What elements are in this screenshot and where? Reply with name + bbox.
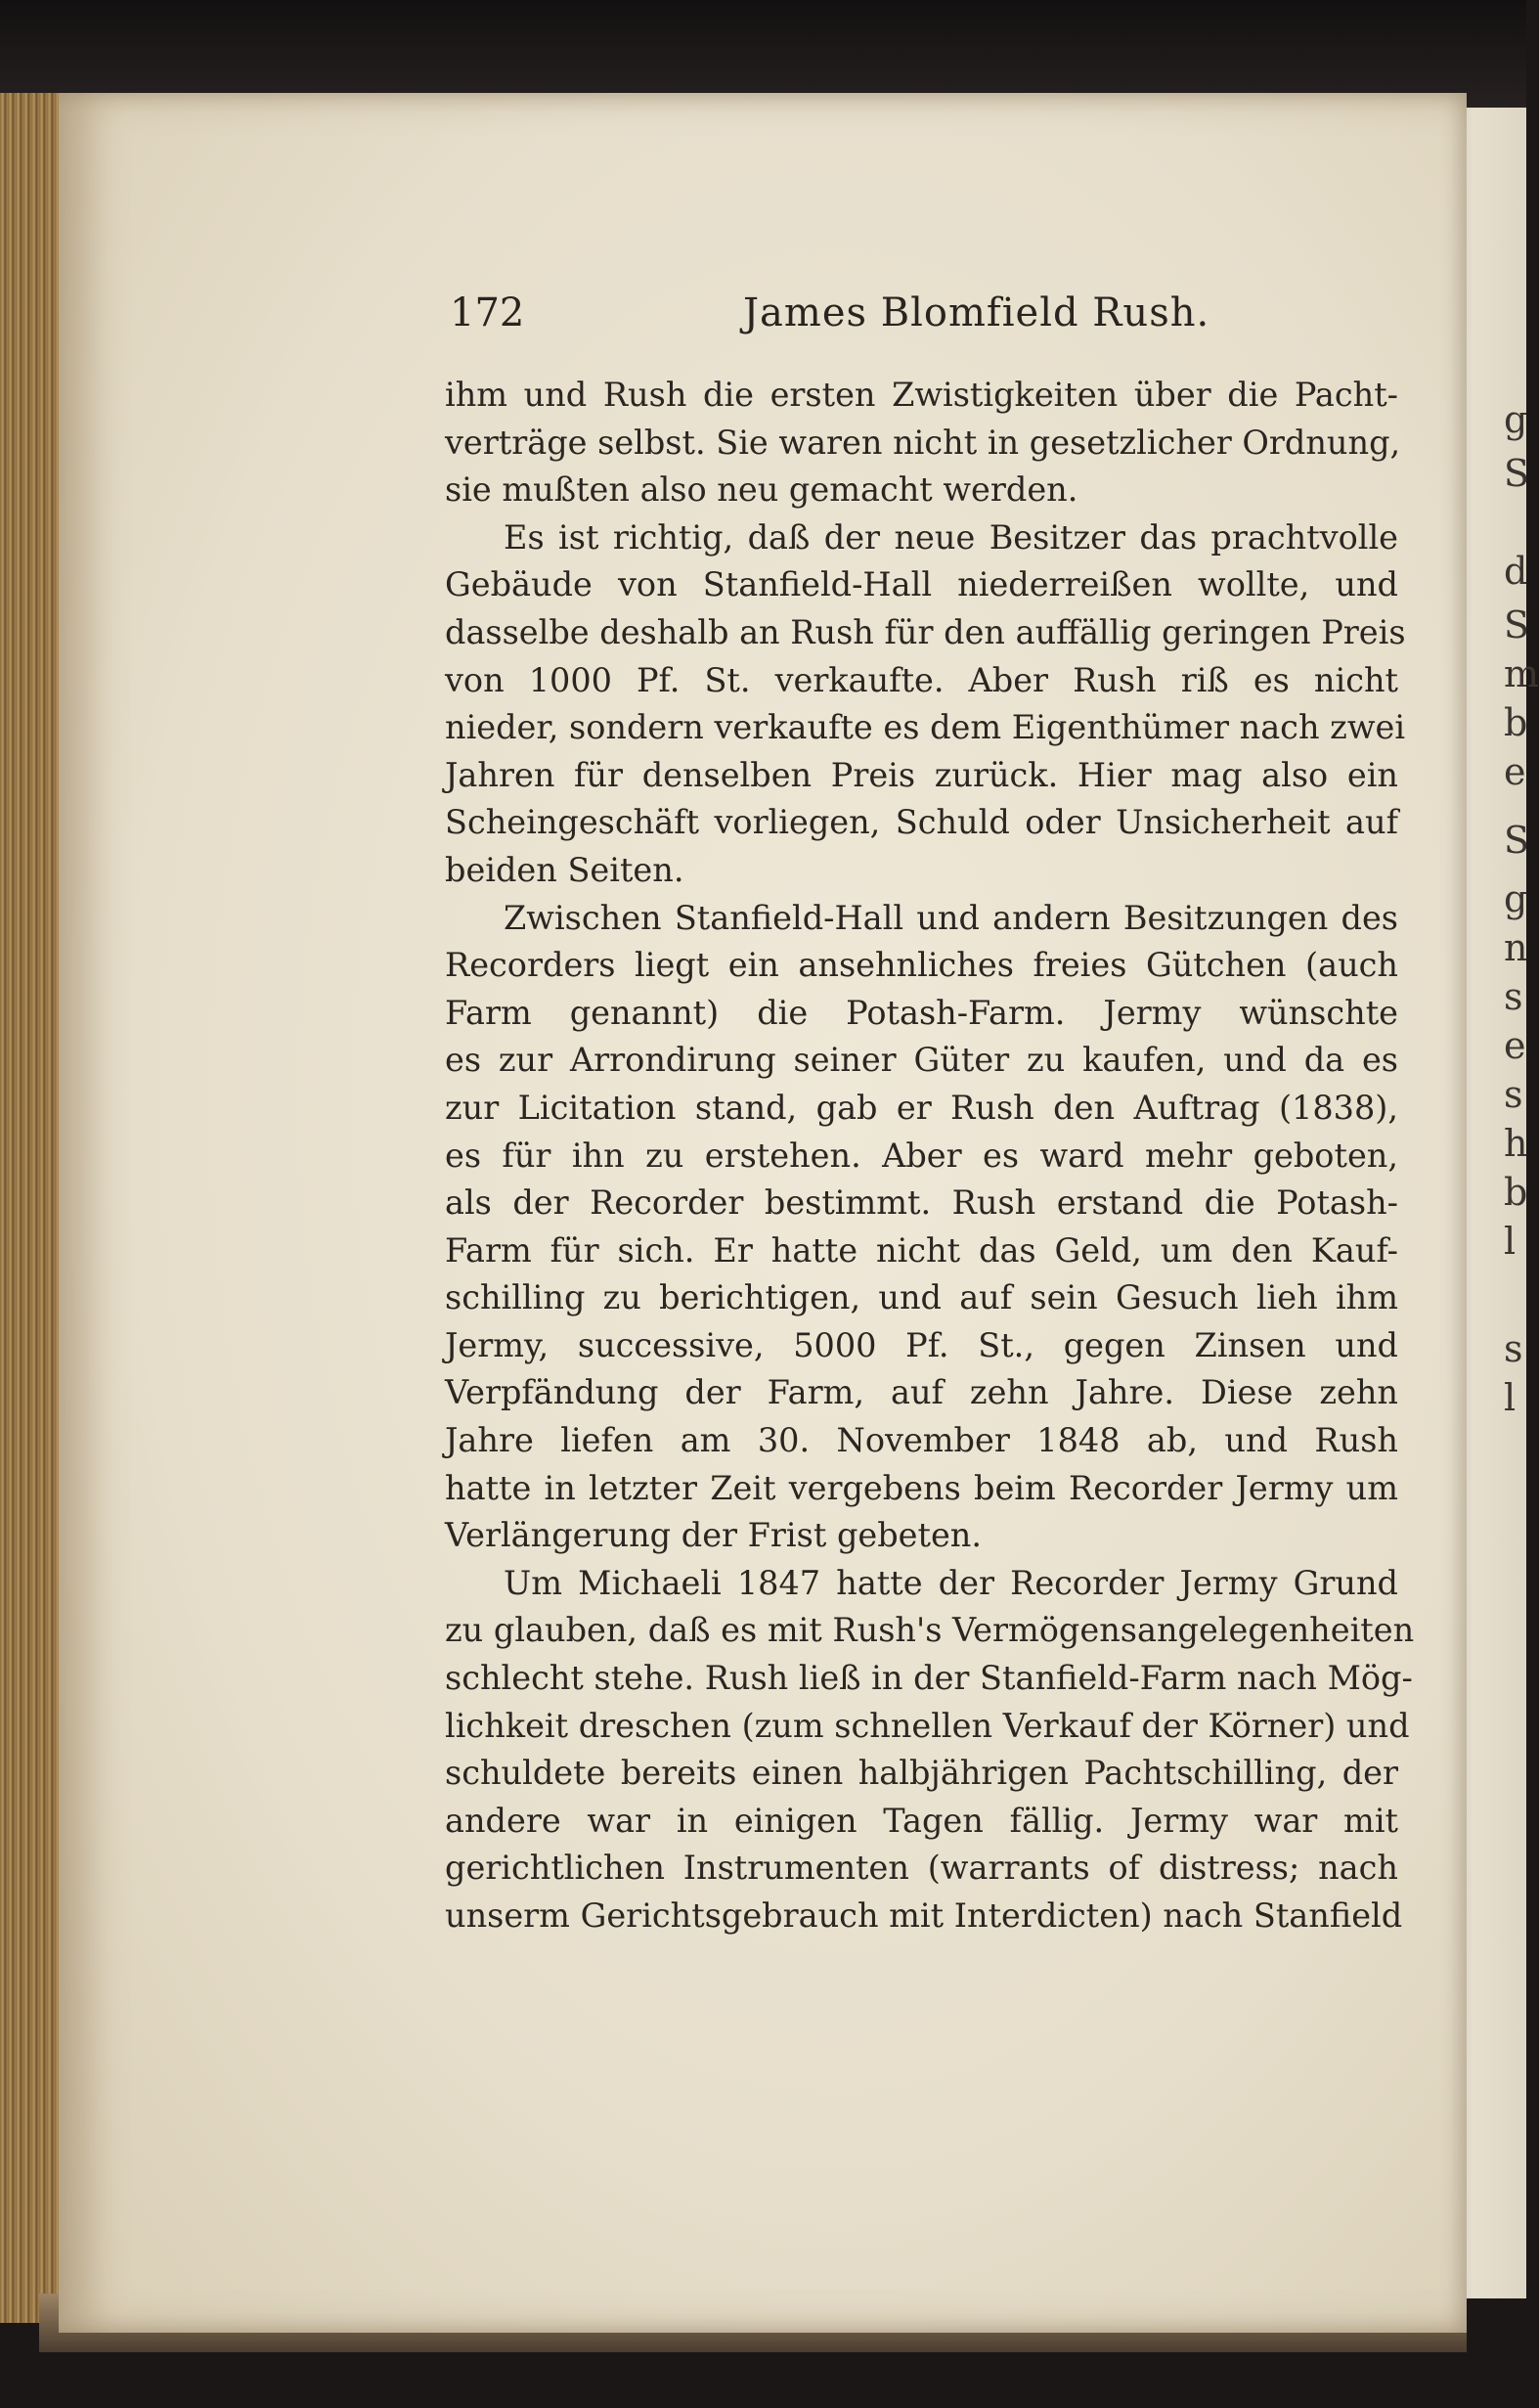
text-line: als der Recorder bestimmt. Rush erstand die Potash- <box>445 1183 1398 1223</box>
text-line: nieder, sondern verkaufte es dem Eigenthümer nach zwei <box>445 708 1406 747</box>
next-page-char: l <box>1504 1220 1517 1263</box>
text-line: lichkeit dreschen (zum schnellen Verkauf der Körner) und <box>445 1706 1410 1745</box>
text-line: Gebäude von Stanfield-Hall niederreißen wollte, und <box>445 565 1398 604</box>
text-line: Farm genannt) die Potash-Farm. Jermy wünschte <box>445 993 1398 1032</box>
book-cover-top <box>0 0 1526 108</box>
text-line: es für ihn zu erstehen. Aber es ward mehr geboten, <box>445 1136 1398 1175</box>
text-line: sie mußten also neu gemacht werden. <box>445 470 1078 510</box>
next-page-char: g <box>1504 877 1528 920</box>
text-line: Verpfändung der Farm, auf zehn Jahre. Diese zehn <box>445 1373 1398 1412</box>
next-page-char: S <box>1504 452 1530 495</box>
text-line: Es ist richtig, daß der neue Besitzer das prachtvolle <box>504 517 1398 557</box>
text-line: Farm für sich. Er hatte nicht das Geld, um den Kauf- <box>445 1230 1398 1270</box>
text-line: Zwischen Stanfield-Hall und andern Besitzungen des <box>504 898 1398 937</box>
text-line: hatte in letzter Zeit vergebens beim Recorder Jermy um <box>445 1468 1398 1507</box>
running-title: James Blomfield Rush. <box>743 290 1210 335</box>
text-line: zu glauben, daß es mit Rush's Vermögensangelegenheiten <box>445 1611 1415 1650</box>
text-line: schilling zu berichtigen, und auf sein Gesuch lieh ihm <box>445 1278 1398 1317</box>
text-line: Recorders liegt ein ansehnliches freies Gütchen (auch <box>445 946 1398 985</box>
next-page-char: l <box>1504 1376 1517 1419</box>
text-line: schuldete bereits einen halbjährigen Pachtschilling, der <box>445 1754 1398 1793</box>
text-line: schlecht stehe. Rush ließ in der Stanfield-Farm nach Mög- <box>445 1659 1413 1698</box>
text-line: unserm Gerichtsgebrauch mit Interdicten) nach Stanfield <box>445 1896 1403 1935</box>
text-line: Scheingeschäft vorliegen, Schuld oder Unsicherheit auf <box>445 803 1398 842</box>
next-page-char: d <box>1504 550 1528 593</box>
next-page-char: m <box>1504 652 1539 695</box>
text-line: beiden Seiten. <box>445 850 684 889</box>
text-line: Jermy, successive, 5000 Pf. St., gegen Zinsen und <box>445 1325 1398 1364</box>
next-page-char: h <box>1504 1122 1528 1165</box>
text-line: Verlängerung der Frist gebeten. <box>445 1516 983 1555</box>
next-page-char: b <box>1504 1171 1528 1214</box>
text-line: Um Michaeli 1847 hatte der Recorder Jermy Grund <box>504 1563 1398 1602</box>
next-page-char: g <box>1504 398 1528 441</box>
text-line: dasselbe deshalb an Rush für den auffällig geringen Preis <box>445 612 1406 651</box>
text-line: gerichtlichen Instrumenten (warrants of distress; nach <box>445 1849 1398 1888</box>
text-line: andere war in einigen Tagen fällig. Jermy war mit <box>445 1801 1398 1840</box>
next-page-char: S <box>1504 603 1530 647</box>
next-page-char: n <box>1504 926 1528 969</box>
next-page-char: e <box>1504 1024 1526 1067</box>
page-header <box>450 290 1398 349</box>
text-line: ihm und Rush die ersten Zwistigkeiten über die Pacht- <box>445 376 1398 414</box>
text-line: es zur Arrondirung seiner Güter zu kaufen, und da es <box>445 1041 1398 1080</box>
page-number: 172 <box>450 290 525 335</box>
text-line: Jahren für denselben Preis zurück. Hier mag also ein <box>445 755 1398 794</box>
text-line: Jahre liefen am 30. November 1848 ab, und Rush <box>445 1421 1398 1460</box>
text-line: zur Licitation stand, gab er Rush den Auftrag (1838), <box>445 1088 1398 1127</box>
next-page-char: s <box>1504 1073 1523 1116</box>
next-page-char: S <box>1504 819 1530 862</box>
body-text <box>445 372 1415 1940</box>
text-line: von 1000 Pf. St. verkaufte. Aber Rush riß es nicht <box>445 660 1398 699</box>
text-line: verträge selbst. Sie waren nicht in gesetzlicher Ordnung, <box>445 423 1401 462</box>
next-page-char: s <box>1504 975 1523 1018</box>
next-page-char: e <box>1504 750 1526 793</box>
next-page-char: b <box>1504 701 1528 744</box>
next-page-char: s <box>1504 1327 1523 1370</box>
